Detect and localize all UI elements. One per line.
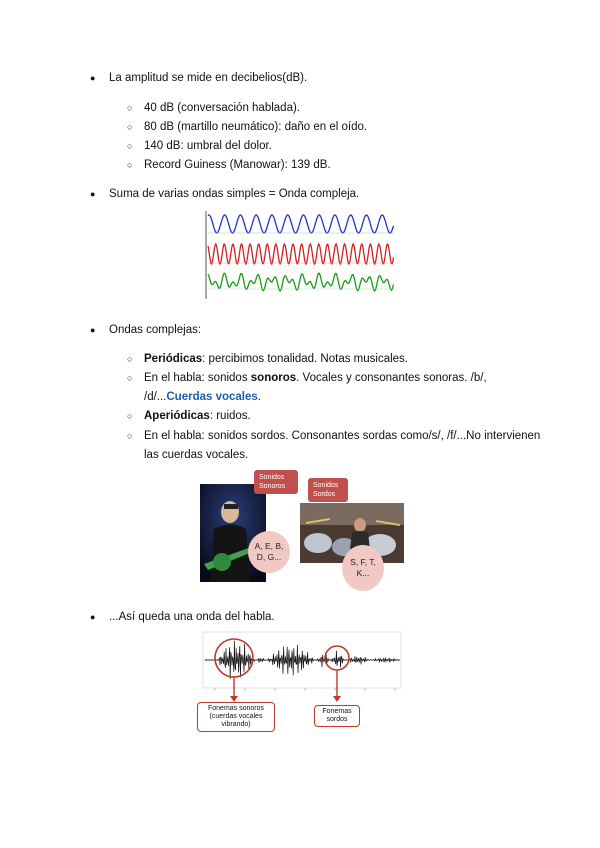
- voiceless-phonemes-callout: Fonemas sordos: [314, 705, 360, 727]
- subbullet-icon: ○: [127, 354, 133, 364]
- periodic-item: Periódicas: percibimos tonalidad. Notas musicales.: [144, 353, 408, 365]
- speech-voiceless-line1: En el habla: sonidos sordos. Consonantes sordas como/s/, /f/...No intervienen: [144, 430, 541, 442]
- subbullet-icon: ○: [127, 103, 133, 113]
- amplitude-item-2: 80 dB (martillo neumático): daño en el oído.: [144, 121, 368, 133]
- complex-text: Ondas complejas:: [109, 324, 202, 336]
- vocal-cords-link[interactable]: Cuerdas vocales: [166, 391, 258, 403]
- sum-text: Suma de varias ondas simples = Onda compleja.: [109, 188, 360, 200]
- speech-voiced-line2: /d/...Cuerdas vocales.: [144, 391, 261, 403]
- final-text: ...Así queda una onda del habla.: [109, 611, 275, 623]
- voiceless-examples-circle: S, F, T, K...: [342, 545, 384, 591]
- bullet-icon: ●: [90, 612, 96, 622]
- voiced-examples-circle: A, E, B, D, G...: [248, 531, 290, 573]
- subbullet-icon: ○: [127, 373, 133, 383]
- bullet-icon: ●: [90, 189, 96, 199]
- voiceless-sounds-label: Sonidos Sordos: [308, 478, 348, 502]
- voiced-phonemes-callout: Fonemas sonoros (cuerdas vocales vibrando): [197, 702, 275, 732]
- speech-voiceless-line2: las cuerdas vocales.: [144, 449, 249, 461]
- amplitude-item-4: Record Guiness (Manowar): 139 dB.: [144, 159, 331, 171]
- subbullet-icon: ○: [127, 431, 133, 441]
- amplitude-item-1: 40 dB (conversación hablada).: [144, 102, 300, 114]
- amplitude-text: La amplitud se mide en decibelios(dB).: [109, 72, 308, 84]
- bullet-icon: ●: [90, 73, 96, 83]
- aperiodic-item: Aperiódicas: ruidos.: [144, 410, 251, 422]
- bullet-icon: ●: [90, 325, 96, 335]
- subbullet-icon: ○: [127, 122, 133, 132]
- voiced-sounds-label: Sonidos Sonoros: [254, 470, 298, 494]
- speech-voiced-item: En el habla: sonidos sonoros. Vocales y consonantes sonoras. /b/,: [144, 372, 487, 384]
- subbullet-icon: ○: [127, 411, 133, 421]
- sound-figure: [200, 470, 405, 595]
- subbullet-icon: ○: [127, 141, 133, 151]
- subbullet-icon: ○: [127, 160, 133, 170]
- amplitude-item-3: 140 dB: umbral del dolor.: [144, 140, 272, 152]
- waves-figure: [205, 211, 394, 299]
